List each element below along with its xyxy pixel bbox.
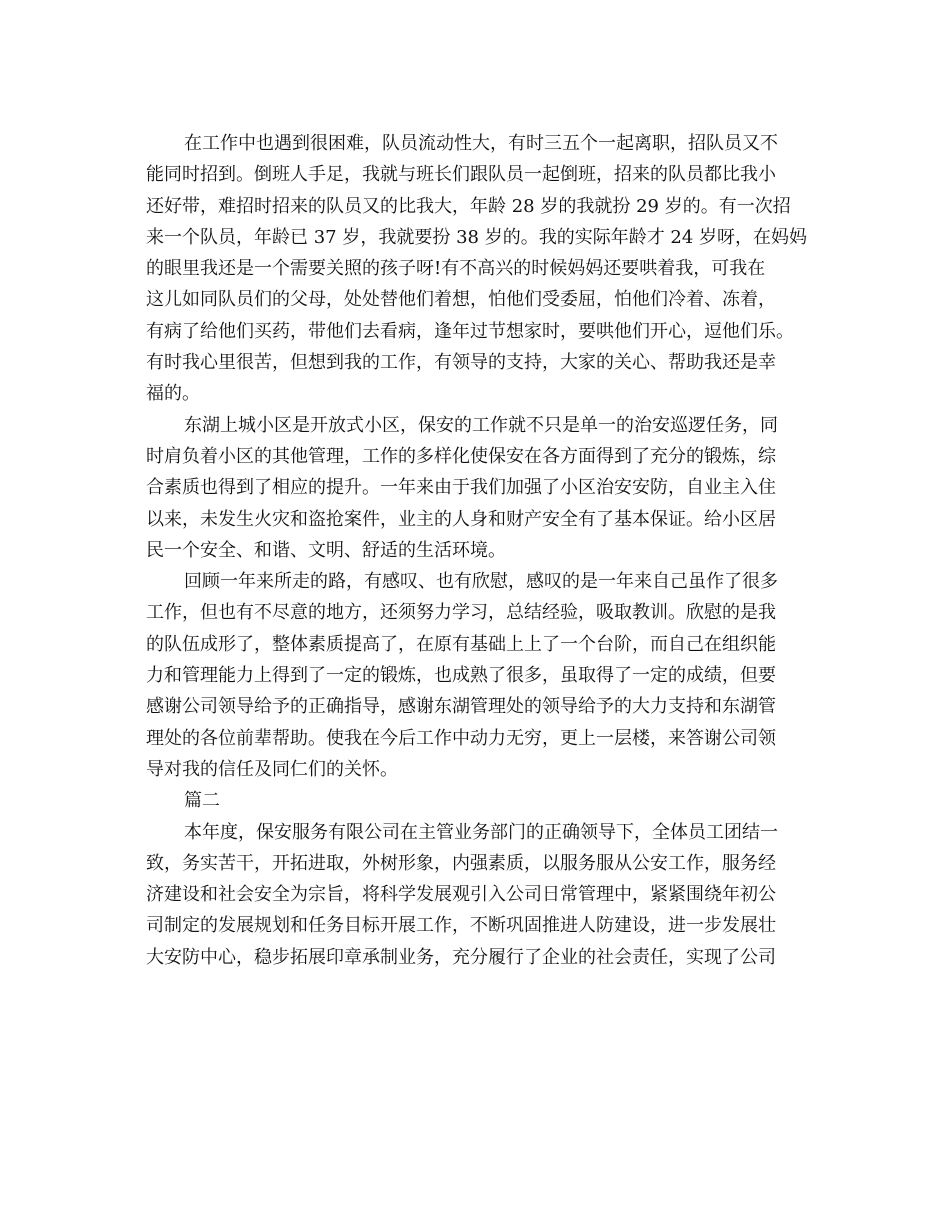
text-line: 时肩负着小区的其他管理，工作的多样化使保安在各方面得到了充分的锻炼，综 [146, 445, 776, 467]
text-line: 感谢公司领导给予的正确指导，感谢东湖管理处的领导给予的大力支持和东湖管 [146, 696, 776, 718]
text-line: 能同时招到。倒班人手足，我就与班长们跟队员一起倒班，招来的队员都比我小 [146, 164, 776, 186]
text-line: 合素质也得到了相应的提升。一年来由于我们加强了小区治安安防，自业主入住 [146, 477, 776, 499]
text-line: 的眼里我还是一个需要关照的孩子呀!有不高兴的时候妈妈还要哄着我，可我在 [146, 258, 766, 280]
section-title: 篇二 [184, 790, 220, 812]
text-line: 福的。 [146, 383, 200, 405]
paragraph-3 [146, 566, 810, 785]
paragraph-2 [146, 410, 810, 566]
text-line: 民一个安全、和谐、文明、舒适的生活环境。 [146, 539, 506, 561]
text-line: 工作，但也有不尽意的地方，还须努力学习，总结经验，吸取教训。欣慰的是我 [146, 602, 776, 624]
text-line: 有时我心里很苦，但想到我的工作，有领导的支持，大家的关心、帮助我还是幸 [146, 352, 776, 374]
document-body [146, 128, 810, 973]
text-line: 济建设和社会安全为宗旨，将科学发展观引入公司日常管理中，紧紧围绕年初公 [146, 884, 776, 906]
text-line: 有病了给他们买药，带他们去看病，逢年过节想家时，要哄他们开心，逗他们乐。 [146, 320, 794, 342]
text-line: 力和管理能力上得到了一定的锻炼，也成熟了很多，虽取得了一定的成绩，但要 [146, 665, 776, 687]
text-line: 理处的各位前辈帮助。使我在今后工作中动力无穷，更上一层楼，来答谢公司领 [146, 727, 776, 749]
text-line: 的队伍成形了，整体素质提高了，在原有基础上上了一个台阶，而自己在组织能 [146, 633, 776, 655]
text-line: 还好带，难招时招来的队员又的比我大，年龄 28 岁的我就扮 29 岁的。有一次招 [146, 195, 791, 217]
text-line: 在工作中也遇到很困难，队员流动性大，有时三五个一起离职，招队员又不 [184, 133, 778, 154]
text-line: 大安防中心，稳步拓展印章承制业务，充分履行了企业的社会责任，实现了公司 [146, 946, 776, 968]
text-line: 致，务实苦干，开拓进取，外树形象，内强素质，以服务服从公安工作，服务经 [146, 852, 776, 874]
text-line: 这儿如同队员们的父母，处处替他们着想，怕他们受委屈，怕他们冷着、冻着， [146, 289, 776, 311]
text-line: 本年度，保安服务有限公司在主管业务部门的正确领导下，全体员工团结一 [184, 821, 778, 843]
text-line: 以来，未发生火灾和盗抢案件，业主的人身和财产安全有了基本保证。给小区居 [146, 508, 776, 530]
paragraph-1 [146, 128, 810, 410]
text-line: 导对我的信任及同仁们的关怀。 [146, 758, 398, 780]
text-line: 东湖上城小区是开放式小区，保安的工作就不只是单一的治安巡逻任务，同 [184, 414, 778, 436]
text-line: 司制定的发展规划和任务目标开展工作，不断巩固推进人防建设，进一步发展壮 [146, 915, 776, 937]
section-heading [146, 785, 810, 816]
text-line: 回顾一年来所走的路，有感叹、也有欣慰，感叹的是一年来自己虽作了很多 [184, 571, 778, 593]
text-line: 来一个队员，年龄已 37 岁，我就要扮 38 岁的。我的实际年龄才 24 岁呀，在妈妈 [146, 226, 808, 248]
paragraph-4 [146, 817, 810, 973]
